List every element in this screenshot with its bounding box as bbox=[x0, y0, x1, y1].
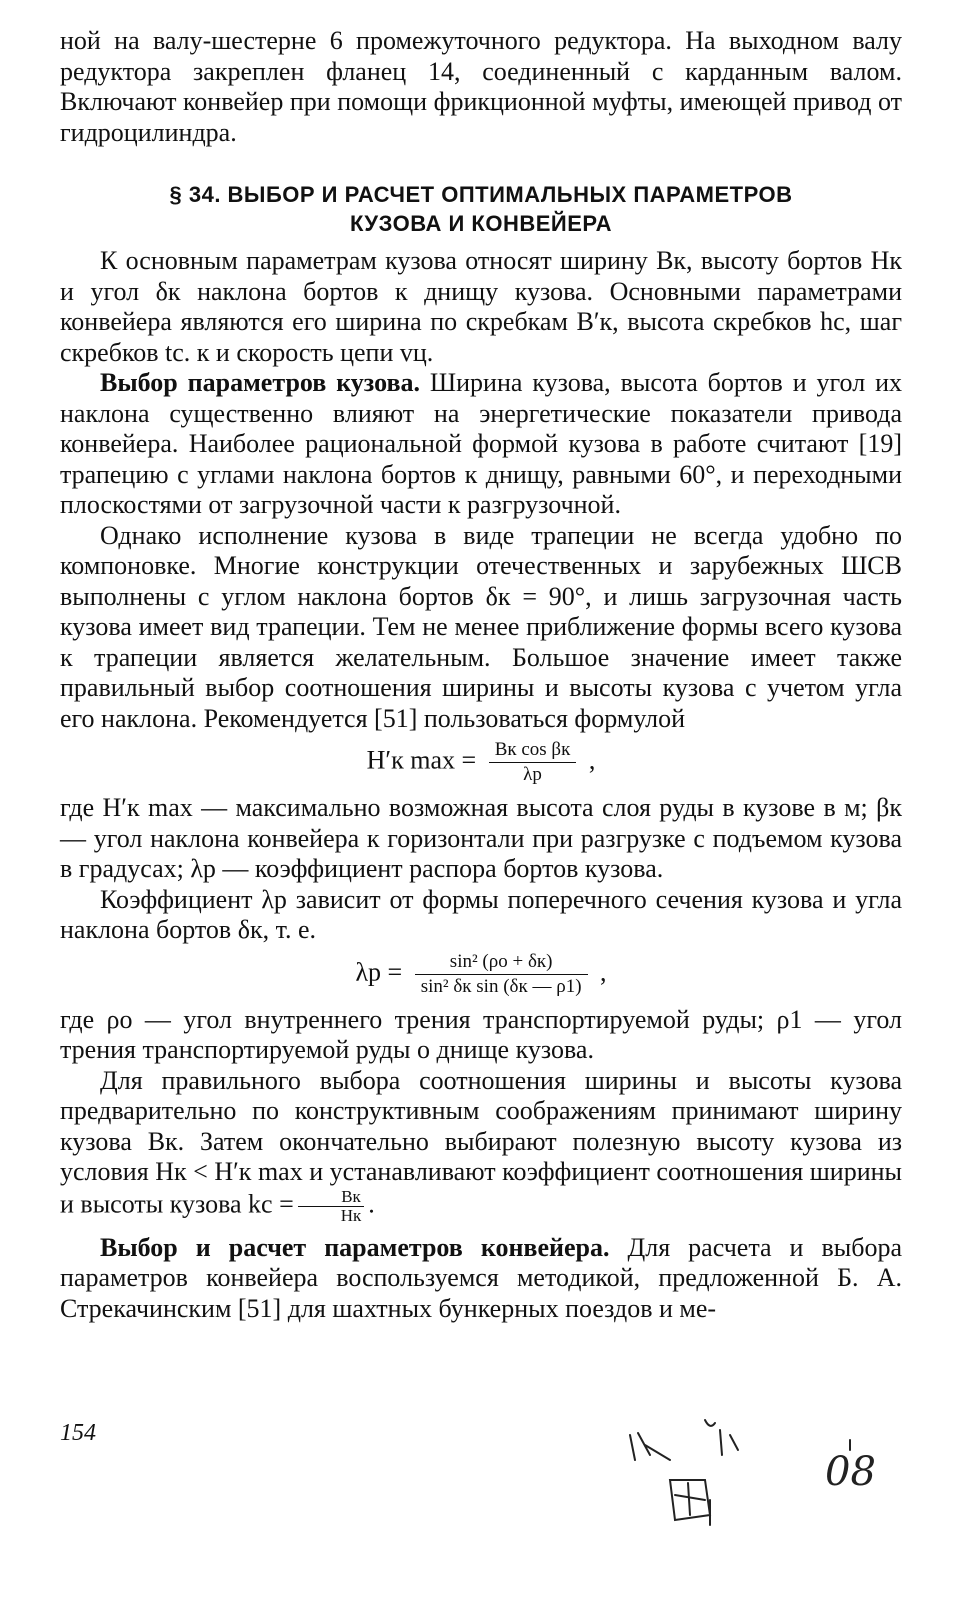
pen-stroke bbox=[630, 1433, 670, 1460]
formula-max-height-fraction bbox=[489, 738, 577, 787]
paragraph-body-parameters bbox=[60, 368, 902, 521]
handwritten-note: 08 bbox=[825, 1449, 876, 1495]
paragraph-ratio-text: Для правильного выбора соотношения ширины и высоты кузова предварительно по конструктивным соображениям принимают ширину кузова Bк. Затем окончательно выбирают полезную высоту кузова из условия Hк < H′к max и устанавливают коэффициент соотношения ширины и высоты кузова kс = bbox=[60, 1065, 902, 1218]
paragraph-ratio-tail: . bbox=[368, 1188, 375, 1218]
pen-stroke bbox=[705, 1420, 738, 1455]
formula-lambda-tail: , bbox=[600, 956, 607, 986]
formula-max-height-lhs: H′к max = bbox=[366, 745, 477, 775]
formula-lambda-denominator: sin² δк sin (δк — ρ1) bbox=[420, 975, 582, 997]
paragraph-trapezoid: Однако исполнение кузова в виде трапеции не всегда удобно по компоновке. Многие конструкции отечественных и зарубежных ШСВ выполнены с углом наклона бортов δк = 90°, и лишь загрузочная часть кузова имеет вид трапеции. Тем не менее приближение формы всего кузова к трапеции является желательным. Большое значение имеет также правильный выбор соотношения ширины и высоты кузова с учетом угла его наклона. Рекомендуется [51] пользоваться формулой bbox=[60, 520, 902, 733]
handwritten-marks bbox=[610, 1415, 910, 1565]
intro-paragraph: ной на валу-шестерне 6 промежуточного редуктора. На выходном валу редуктора закреплен фланец 14, соединенный с карданным валом. Включают конвейер при помощи фрикционной муфты, имеющей привод от гидроцилиндра. bbox=[60, 26, 902, 147]
paragraph-conveyor bbox=[60, 1233, 902, 1325]
section-heading-line1: § 34. ВЫБОР И РАСЧЕТ ОПТИМАЛЬНЫХ ПАРАМЕТРОВ bbox=[169, 182, 793, 207]
paragraph-main-parameters: К основным параметрам кузова относят ширину Bк, высоту бортов Hк и угол δк наклона бортов к днищу кузова. Основными параметрами конвейера являются его ширина по скребкам B′к, высота скребков hс, шаг скребков tс. к и скорость цепи vц. bbox=[60, 246, 902, 367]
formula-lambda-numerator: sin² (ρо + δк) bbox=[415, 950, 588, 975]
pen-stroke bbox=[670, 1480, 710, 1520]
paragraph-formula2-legend: где ρо — угол внутреннего трения транспортируемой руды; ρ1 — угол трения транспортируемой руды о днище кузова. bbox=[60, 1004, 902, 1064]
formula-lambda-fraction bbox=[415, 950, 588, 999]
formula-lambda-lhs: λр = bbox=[355, 956, 403, 986]
ratio-fraction bbox=[298, 1188, 365, 1225]
formula-max-height-denominator: λр bbox=[523, 764, 542, 785]
formula-lambda bbox=[60, 950, 902, 999]
page-body bbox=[60, 26, 902, 1324]
paragraph-coefficient: Коэффициент λр зависит от формы поперечного сечения кузова и угла наклона бортов δк, т. е. bbox=[60, 884, 902, 944]
section-heading-line2: КУЗОВА И КОНВЕЙЕРА bbox=[349, 211, 613, 236]
page-number: 154 bbox=[60, 1420, 96, 1446]
paragraph-ratio bbox=[60, 1066, 902, 1225]
paragraph-formula1-legend: где H′к max — максимально возможная высота слоя руды в кузове в м; βк — угол наклона конвейера к горизонтали при разгрузке с подъемом кузова в градусах; λр — коэффициент распора бортов кузова. bbox=[60, 793, 902, 883]
paragraph-body-parameters-text: Ширина кузова, высота бортов и угол их наклона существенно влияют на энергетические показатели привода конвейера. Наиболее рациональной формой кузова в работе считают [19] трапецию с углами наклона бортов к днищу, равными 60°, и переходными плоскостями от загрузочной части к разгрузочной. bbox=[60, 368, 902, 519]
ratio-fraction-numerator: Bк bbox=[298, 1188, 365, 1207]
paragraph-conveyor-text: Для расчета и выбора параметров конвейера воспользуемся методикой, предложенной Б. А. Стрекачинским [51] для шахтных бункерных поездов и ме- bbox=[60, 1232, 902, 1323]
run-in-heading-conveyor: Выбор и расчет параметров конвейера. bbox=[100, 1232, 610, 1262]
run-in-heading-body: Выбор параметров кузова. bbox=[100, 368, 420, 397]
formula-max-height bbox=[60, 738, 902, 787]
ratio-fraction-denominator: Hк bbox=[340, 1205, 362, 1225]
section-heading bbox=[60, 180, 902, 238]
formula-max-height-numerator: Bк cos βк bbox=[489, 738, 577, 763]
formula-max-height-tail: , bbox=[588, 745, 596, 775]
